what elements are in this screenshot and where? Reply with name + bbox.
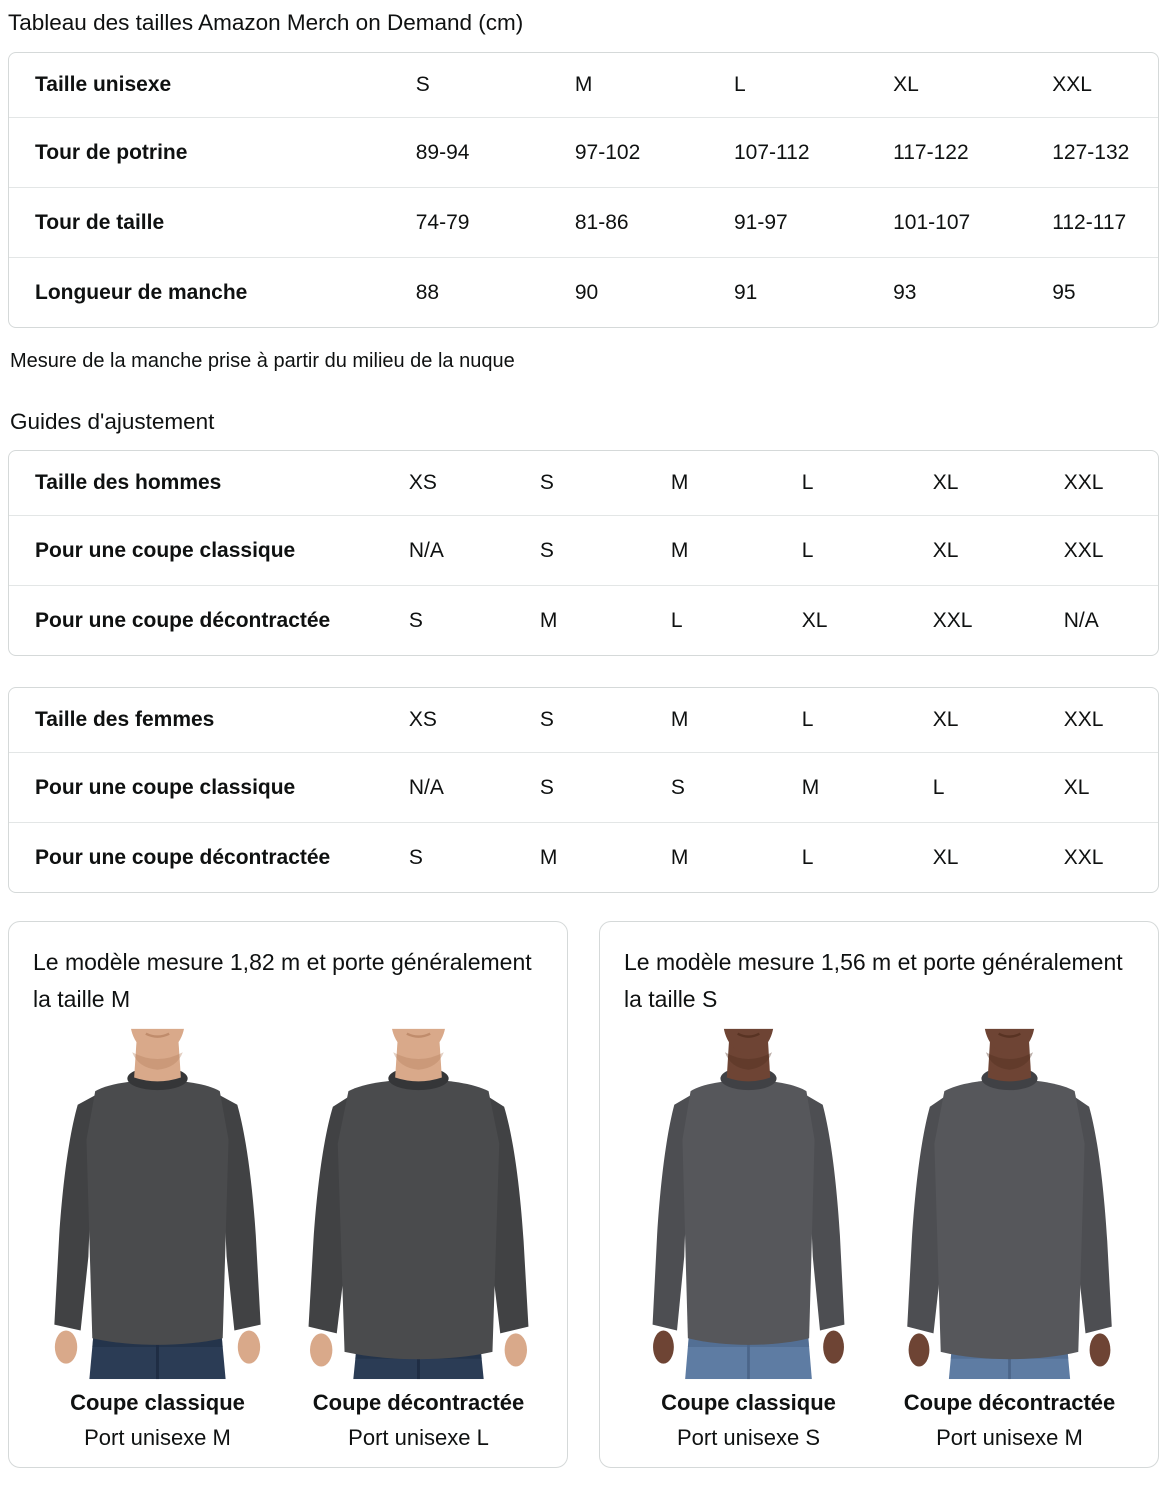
female-model-relaxed-photo <box>883 1028 1136 1380</box>
row-label: Pour une coupe décontractée <box>35 608 331 632</box>
figures-row <box>31 1028 545 1451</box>
fit-label: Coupe décontractée <box>903 1390 1116 1415</box>
header-col: L <box>801 708 814 731</box>
header-col: XS <box>408 471 437 494</box>
header-col: S <box>415 73 430 96</box>
size-label: Port unisexe S <box>676 1425 821 1450</box>
cell: XL <box>801 608 828 632</box>
card-heading: Le modèle mesure 1,56 m et porte généralement la taille S <box>624 949 1123 1012</box>
cell: 74-79 <box>415 210 470 234</box>
table-row <box>9 257 1158 327</box>
header-col: M <box>670 708 689 731</box>
women-fit-table <box>8 687 1159 893</box>
table-row <box>9 822 1158 892</box>
size-label: Port unisexe M <box>84 1425 231 1450</box>
figure-classic-fit <box>31 1028 284 1451</box>
cell: M <box>539 608 558 632</box>
women-model-card <box>599 921 1159 1468</box>
cell: S <box>408 845 423 869</box>
header-col: S <box>539 471 554 494</box>
cell: N/A <box>408 775 444 799</box>
figure-relaxed-fit <box>292 1028 545 1451</box>
header-label: Taille des femmes <box>35 708 215 731</box>
page-title: Tableau des tailles Amazon Merch on Demand (cm) <box>8 10 524 35</box>
cell: XXL <box>1063 538 1104 562</box>
cell: M <box>801 775 820 799</box>
cell: M <box>670 845 689 869</box>
unisex-size-table <box>8 52 1159 328</box>
table-row <box>9 752 1158 822</box>
table-row <box>9 585 1158 655</box>
cell: S <box>539 775 554 799</box>
cell: 101-107 <box>893 210 971 234</box>
table-header-row <box>9 688 1158 752</box>
figures-row <box>622 1028 1136 1451</box>
cell: S <box>670 775 685 799</box>
cell: L <box>670 608 683 632</box>
figure-classic-fit <box>622 1028 875 1451</box>
model-cards <box>8 921 1159 1468</box>
cell: 90 <box>574 280 599 304</box>
cell: 112-117 <box>1052 210 1127 234</box>
size-label: Port unisexe L <box>348 1425 489 1450</box>
cell: 127-132 <box>1052 140 1130 164</box>
table-row <box>9 187 1158 257</box>
cell: XL <box>932 845 959 869</box>
cell: 95 <box>1052 280 1076 304</box>
header-col: XXL <box>1063 708 1104 731</box>
row-label: Tour de potrine <box>35 140 188 164</box>
row-label: Pour une coupe classique <box>35 775 296 799</box>
cell: 117-122 <box>893 140 969 164</box>
cell: N/A <box>1063 608 1099 632</box>
cell: N/A <box>408 538 444 562</box>
fit-label: Coupe classique <box>661 1390 836 1415</box>
sleeve-measure-note: Mesure de la manche prise à partir du milieu de la nuque <box>10 350 515 372</box>
female-model-classic-photo <box>622 1028 875 1380</box>
header-col: XL <box>932 708 959 731</box>
cell: 91-97 <box>733 210 788 234</box>
row-label: Pour une coupe classique <box>35 538 296 562</box>
cell: M <box>670 538 689 562</box>
fit-label: Coupe décontractée <box>312 1390 525 1415</box>
cell: S <box>539 538 554 562</box>
cell: L <box>801 538 814 562</box>
header-col: L <box>801 471 814 494</box>
cell: M <box>539 845 558 869</box>
header-col: M <box>574 73 593 96</box>
table-row <box>9 515 1158 585</box>
size-label: Port unisexe M <box>936 1425 1083 1450</box>
fit-guides-heading: Guides d'ajustement <box>10 409 215 434</box>
table-header-row <box>9 53 1158 117</box>
male-model-classic-photo <box>31 1028 284 1380</box>
header-col: XXL <box>1063 471 1104 494</box>
men-model-card <box>8 921 568 1468</box>
fit-label: Coupe classique <box>70 1390 245 1415</box>
header-col: L <box>733 73 746 96</box>
row-label: Longueur de manche <box>35 280 248 304</box>
row-label: Tour de taille <box>35 210 165 234</box>
cell: XL <box>932 538 959 562</box>
header-col: XL <box>932 471 959 494</box>
cell: L <box>932 775 945 799</box>
header-col: XS <box>408 708 437 731</box>
header-label: Taille des hommes <box>35 471 222 494</box>
cell: 97-102 <box>574 140 641 164</box>
table-row <box>9 117 1158 187</box>
cell: 89-94 <box>415 140 470 164</box>
card-heading: Le modèle mesure 1,82 m et porte généralement la taille M <box>33 949 532 1012</box>
cell: S <box>408 608 423 632</box>
header-label: Taille unisexe <box>35 73 172 96</box>
header-col: M <box>670 471 689 494</box>
cell: L <box>801 845 814 869</box>
men-fit-table <box>8 450 1159 656</box>
header-col: XL <box>893 73 919 96</box>
table-header-row <box>9 451 1158 515</box>
cell: 107-112 <box>733 140 810 164</box>
header-col: XXL <box>1052 73 1092 96</box>
cell: 93 <box>893 280 917 304</box>
cell: XXL <box>1063 845 1104 869</box>
figure-relaxed-fit <box>883 1028 1136 1451</box>
cell: XXL <box>932 608 973 632</box>
cell: 88 <box>415 280 440 304</box>
cell: 91 <box>733 280 758 304</box>
header-col: S <box>539 708 554 731</box>
cell: 81-86 <box>574 210 629 234</box>
row-label: Pour une coupe décontractée <box>35 845 331 869</box>
cell: XL <box>1063 775 1090 799</box>
male-model-relaxed-photo <box>292 1028 545 1380</box>
